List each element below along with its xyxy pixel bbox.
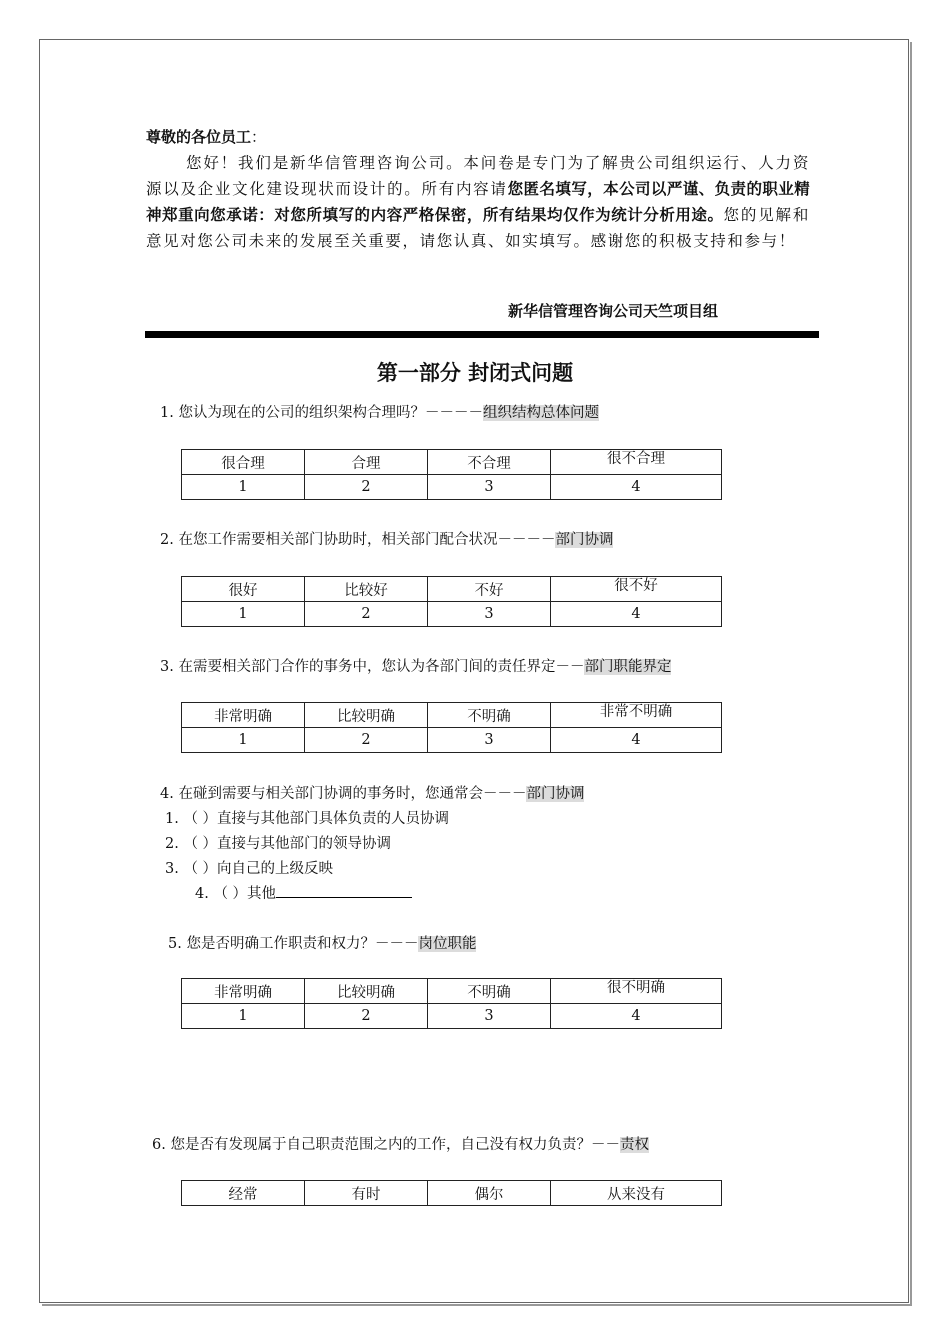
score-cell: 4 bbox=[551, 728, 722, 753]
option-cell[interactable]: 很不明确 bbox=[551, 979, 722, 1004]
score-cell: 2 bbox=[305, 728, 428, 753]
option-cell[interactable]: 偶尔 bbox=[428, 1181, 551, 1206]
option-cell[interactable]: 不明确 bbox=[428, 979, 551, 1004]
question-5: 5. 您是否明确工作职责和权力？－－－岗位职能 bbox=[168, 936, 477, 952]
score-cell: 1 bbox=[182, 602, 305, 627]
choice-item-2[interactable]: 2. （ ）直接与其他部门的领导协调 bbox=[165, 836, 392, 852]
option-cell[interactable]: 合理 bbox=[305, 450, 428, 475]
option-cell[interactable]: 很合理 bbox=[182, 450, 305, 475]
choice-item-4[interactable]: 4. （ ）其他 bbox=[195, 882, 412, 903]
other-answer-blank[interactable] bbox=[276, 883, 412, 898]
question-6-tag: 责权 bbox=[619, 1137, 649, 1153]
option-cell[interactable]: 不好 bbox=[428, 577, 551, 602]
intro-bold-promise: 您匿名填写，本公司以严谨、负责的职业精神郑重向您承诺：对您所填写的内容严格保密，所有结果均仅作为统计分析用途。 bbox=[146, 180, 811, 224]
question-2-tag: 部门协调 bbox=[555, 532, 614, 548]
question-1-scale-table bbox=[181, 449, 722, 500]
option-cell[interactable]: 有时 bbox=[305, 1181, 428, 1206]
option-cell[interactable]: 经常 bbox=[182, 1181, 305, 1206]
question-6: 6. 您是否有发现属于自己职责范围之内的工作，自己没有权力负责？－－责权 bbox=[152, 1137, 649, 1153]
question-3-tag: 部门职能界定 bbox=[584, 659, 672, 675]
option-cell[interactable]: 从来没有 bbox=[551, 1181, 722, 1206]
score-cell: 3 bbox=[428, 1004, 551, 1029]
option-cell[interactable]: 比较明确 bbox=[305, 979, 428, 1004]
option-cell[interactable]: 非常明确 bbox=[182, 979, 305, 1004]
question-3: 3. 在需要相关部门合作的事务中，您认为各部门间的责任界定－－部门职能界定 bbox=[160, 659, 672, 675]
question-2-scale-table bbox=[181, 576, 722, 627]
option-cell[interactable]: 比较好 bbox=[305, 577, 428, 602]
section-title: 第一部分 封闭式问题 bbox=[376, 361, 574, 385]
score-cell: 1 bbox=[182, 475, 305, 500]
score-cell: 3 bbox=[428, 728, 551, 753]
score-cell: 1 bbox=[182, 728, 305, 753]
intro-text-1: 您好！我们是新华信管理咨询公司。本问卷是专门为了解贵公司组织运行、人力资源以及企业文化建设现状而设计的。所有内容请 bbox=[146, 154, 810, 198]
signature: 新华信管理咨询公司天竺项目组 bbox=[508, 302, 719, 320]
question-4-tag: 部门协调 bbox=[526, 786, 585, 802]
intro-paragraph bbox=[146, 150, 810, 254]
question-6-scale-table bbox=[181, 1180, 722, 1206]
score-cell: 1 bbox=[182, 1004, 305, 1029]
choice-item-1[interactable]: 1. （ ）直接与其他部门具体负责的人员协调 bbox=[165, 811, 450, 827]
option-cell[interactable]: 不合理 bbox=[428, 450, 551, 475]
score-cell: 2 bbox=[305, 475, 428, 500]
option-cell[interactable]: 非常明确 bbox=[182, 703, 305, 728]
score-cell: 2 bbox=[305, 602, 428, 627]
score-cell: 3 bbox=[428, 475, 551, 500]
intro-text-2: 您的见解和意见对您公司未来的发展至关重要，请您认真、如实填写。感谢您的积极支持和参与！ bbox=[146, 206, 810, 250]
question-1: 1. 您认为现在的公司的组织架构合理吗？－－－－组织结构总体问题 bbox=[160, 405, 599, 421]
question-2: 2. 在您工作需要相关部门协助时，相关部门配合状况－－－－部门协调 bbox=[160, 532, 614, 548]
choice-item-3[interactable]: 3. （ ）向自己的上级反映 bbox=[165, 861, 334, 877]
option-cell[interactable]: 很不合理 bbox=[551, 450, 722, 475]
score-cell: 3 bbox=[428, 602, 551, 627]
score-cell: 4 bbox=[551, 602, 722, 627]
score-cell: 4 bbox=[551, 1004, 722, 1029]
question-5-scale-table bbox=[181, 978, 722, 1029]
question-5-tag: 岗位职能 bbox=[418, 936, 477, 952]
option-cell[interactable]: 比较明确 bbox=[305, 703, 428, 728]
score-cell: 4 bbox=[551, 475, 722, 500]
question-4: 4. 在碰到需要与相关部门协调的事务时，您通常会－－－部门协调 bbox=[160, 786, 585, 802]
option-cell[interactable]: 非常不明确 bbox=[551, 703, 722, 728]
question-3-scale-table bbox=[181, 702, 722, 753]
divider bbox=[145, 331, 819, 338]
question-1-tag: 组织结构总体问题 bbox=[482, 405, 599, 421]
option-cell[interactable]: 很不好 bbox=[551, 577, 722, 602]
option-cell[interactable]: 不明确 bbox=[428, 703, 551, 728]
score-cell: 2 bbox=[305, 1004, 428, 1029]
greeting: 尊敬的各位员工： bbox=[146, 128, 267, 146]
option-cell[interactable]: 很好 bbox=[182, 577, 305, 602]
